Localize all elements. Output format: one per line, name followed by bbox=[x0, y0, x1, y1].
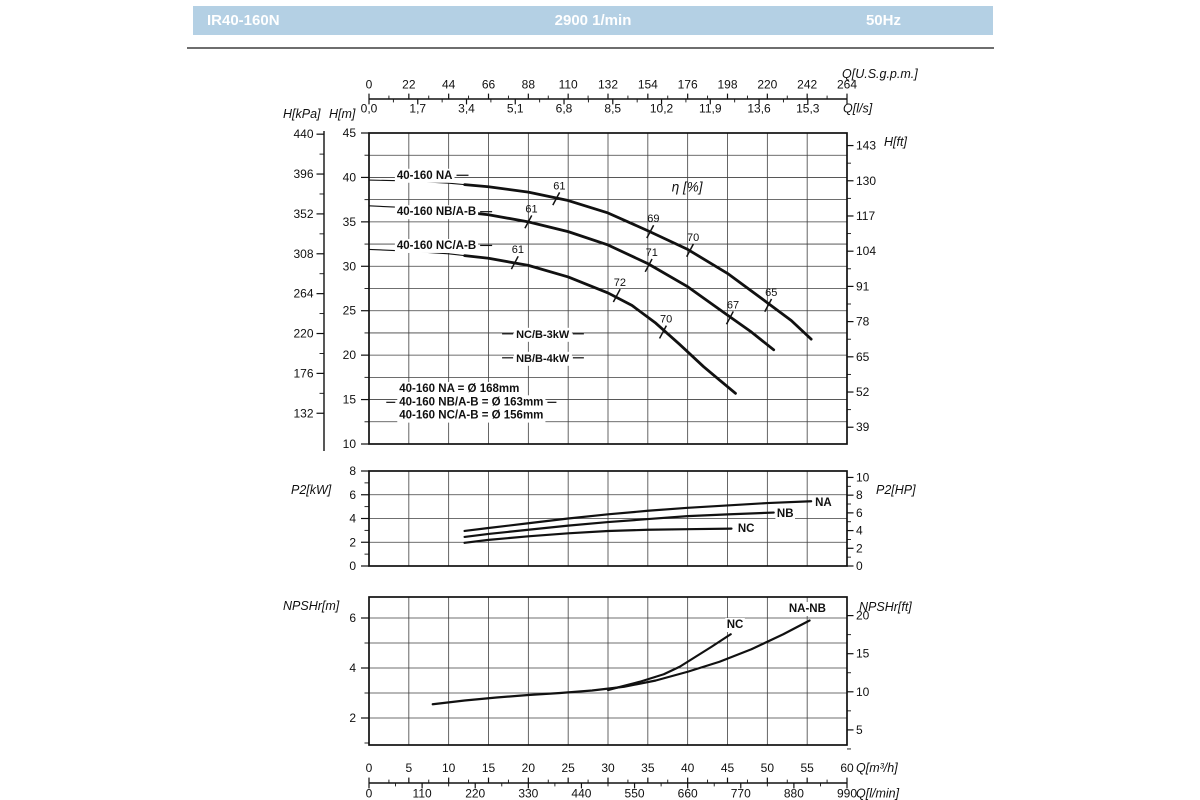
ls-tick-label: 11,9 bbox=[699, 101, 722, 116]
efficiency-value: 70 bbox=[687, 231, 700, 244]
npshr-chart bbox=[283, 597, 912, 749]
m3h-tick-label: 45 bbox=[720, 761, 735, 775]
p2hp-tick-label: 4 bbox=[856, 523, 863, 538]
gpm-tick-label: 264 bbox=[836, 77, 858, 92]
kpa-axis-title: H[kPa] bbox=[283, 107, 321, 121]
lmin-tick-label: 660 bbox=[677, 786, 698, 800]
ls-tick-label: 1,7 bbox=[409, 101, 427, 116]
hft-axis-title: H[ft] bbox=[884, 135, 907, 149]
gpm-tick-label: 242 bbox=[797, 77, 818, 92]
curve-label: 40-160 NA bbox=[396, 169, 453, 182]
p2kw-tick-label: 6 bbox=[349, 487, 356, 502]
npshm-tick-label: 2 bbox=[349, 711, 356, 725]
m3h-tick-label: 15 bbox=[481, 761, 496, 775]
efficiency-value: 65 bbox=[765, 286, 778, 299]
efficiency-value: 61 bbox=[553, 180, 566, 193]
top-flow-axis bbox=[361, 67, 919, 116]
p2kw-tick-label: 2 bbox=[349, 535, 356, 550]
efficiency-value: 70 bbox=[659, 313, 673, 326]
ls-tick-label: 5,1 bbox=[506, 101, 524, 116]
hft-tick-label: 130 bbox=[856, 173, 877, 188]
power-curve-label: NC bbox=[737, 523, 755, 535]
kpa-tick-label: 220 bbox=[293, 326, 314, 341]
m3h-tick-label: 10 bbox=[441, 761, 456, 775]
lmin-tick-label: 990 bbox=[836, 786, 858, 800]
power-curve-NA bbox=[465, 501, 812, 531]
hft-tick-label: 143 bbox=[856, 138, 877, 153]
npshft-tick-label: 15 bbox=[856, 646, 870, 661]
m3h-tick-label: 40 bbox=[680, 761, 695, 775]
lmin-tick-label: 770 bbox=[730, 786, 751, 800]
ls-tick-label: 8,5 bbox=[604, 101, 622, 116]
p2hp-tick-label: 8 bbox=[856, 488, 863, 503]
lmin-tick-label: 110 bbox=[412, 786, 432, 800]
npshft-axis-title: NPSHr[ft] bbox=[859, 600, 912, 614]
kpa-tick-label: 440 bbox=[293, 127, 314, 142]
m3h-tick-label: 5 bbox=[405, 761, 413, 775]
pump-speed: 2900 1/min bbox=[554, 12, 632, 29]
hm-tick-label: 15 bbox=[342, 392, 356, 407]
p2kw-tick-label: 8 bbox=[349, 464, 356, 478]
pump-model: IR40-160N bbox=[207, 12, 280, 29]
ls-tick-label: 13,6 bbox=[747, 101, 771, 116]
npshm-axis-title: NPSHr[m] bbox=[283, 599, 340, 613]
p2hp-tick-label: 10 bbox=[856, 470, 870, 485]
gpm-tick-label: 132 bbox=[597, 77, 619, 92]
m3h-axis-title: Q[m³/h] bbox=[856, 761, 898, 775]
gpm-tick-label: 44 bbox=[441, 77, 456, 92]
m3h-tick-label: 20 bbox=[521, 761, 536, 775]
efficiency-value: 69 bbox=[647, 213, 660, 226]
npshr-curve-NA-NB bbox=[433, 621, 810, 705]
npshr-curve-label: NC bbox=[726, 619, 744, 631]
ls-tick-label: 6,8 bbox=[555, 101, 573, 116]
hm-tick-label: 10 bbox=[342, 437, 356, 451]
hm-tick-label: 35 bbox=[342, 214, 356, 229]
hft-tick-label: 65 bbox=[856, 349, 870, 364]
hft-tick-label: 91 bbox=[856, 279, 870, 294]
lmin-tick-label: 880 bbox=[783, 786, 804, 800]
ls-tick-label: 3,4 bbox=[458, 101, 475, 116]
efficiency-value: 61 bbox=[525, 203, 538, 216]
curve-label: 40-160 NC/A-B bbox=[396, 239, 477, 252]
m3h-tick-label: 60 bbox=[840, 761, 854, 775]
m3h-tick-label: 50 bbox=[760, 761, 775, 775]
ls-tick-label: 10,2 bbox=[649, 101, 674, 116]
hft-tick-label: 39 bbox=[856, 420, 870, 435]
power-curve-label: NA bbox=[815, 496, 832, 509]
npshft-tick-label: 5 bbox=[856, 722, 863, 737]
hm-tick-label: 25 bbox=[342, 303, 356, 318]
lmin-axis-title: Q[l/min] bbox=[856, 786, 900, 800]
lmin-tick-label: 330 bbox=[518, 786, 539, 800]
gpm-tick-label: 154 bbox=[637, 77, 658, 92]
npshft-tick-label: 20 bbox=[856, 608, 870, 623]
impeller-legend-line: 40-160 NB/A-B = Ø 163mm bbox=[399, 396, 544, 409]
gpm-tick-label: 220 bbox=[757, 77, 778, 92]
p2kw-tick-label: 0 bbox=[349, 559, 356, 573]
hft-tick-label: 117 bbox=[856, 208, 876, 223]
lmin-tick-label: 550 bbox=[624, 786, 645, 800]
efficiency-value: 61 bbox=[511, 244, 525, 257]
gpm-tick-label: 88 bbox=[521, 77, 536, 92]
head-chart bbox=[343, 126, 908, 451]
npshft-tick-label: 10 bbox=[856, 684, 870, 699]
ls-tick-label: 15,3 bbox=[796, 101, 820, 116]
lmin-tick-label: 440 bbox=[571, 786, 592, 800]
hm-tick-label: 40 bbox=[342, 170, 356, 185]
hm-tick-label: 45 bbox=[342, 126, 356, 140]
kpa-tick-label: 132 bbox=[293, 406, 314, 421]
m3h-tick-label: 30 bbox=[601, 761, 615, 775]
curve-40-160 NC/A-B bbox=[465, 256, 736, 394]
gpm-tick-label: 110 bbox=[558, 77, 578, 92]
power-split-annotation: NC/B-3kW bbox=[516, 328, 570, 341]
kpa-tick-label: 264 bbox=[293, 286, 314, 301]
hm-tick-label: 20 bbox=[342, 348, 356, 363]
p2hp-tick-label: 6 bbox=[856, 505, 863, 520]
power-chart bbox=[291, 464, 916, 573]
curve-label: 40-160 NB/A-B bbox=[396, 206, 477, 219]
power-curve-NC bbox=[465, 529, 732, 543]
p2kw-tick-label: 4 bbox=[349, 511, 356, 526]
gpm-tick-label: 0 bbox=[365, 77, 373, 92]
kpa-tick-label: 176 bbox=[293, 366, 314, 381]
kpa-tick-label: 308 bbox=[293, 246, 314, 261]
p2hp-tick-label: 2 bbox=[856, 541, 863, 556]
p2hp-tick-label: 0 bbox=[856, 559, 863, 573]
kpa-tick-label: 396 bbox=[293, 167, 314, 182]
power-split-annotation: NB/B-4kW bbox=[516, 352, 570, 365]
gpm-tick-label: 198 bbox=[717, 77, 738, 92]
p2hp-axis-title: P2[HP] bbox=[876, 483, 916, 497]
m3h-tick-label: 55 bbox=[800, 761, 814, 775]
power-curve-label: NB bbox=[776, 508, 794, 521]
impeller-legend-line: 40-160 NA = Ø 168mm bbox=[399, 383, 520, 396]
m3h-tick-label: 35 bbox=[641, 761, 655, 775]
kpa-tick-label: 352 bbox=[293, 206, 314, 221]
efficiency-axis-label: η [%] bbox=[671, 179, 703, 195]
bottom-flow-axis bbox=[366, 761, 900, 800]
hm-tick-label: 30 bbox=[342, 259, 356, 274]
hft-tick-label: 78 bbox=[856, 314, 870, 329]
m3h-tick-label: 0 bbox=[365, 761, 373, 775]
hft-tick-label: 104 bbox=[856, 244, 877, 259]
efficiency-value: 67 bbox=[726, 299, 740, 312]
lmin-tick-label: 0 bbox=[365, 786, 373, 800]
gpm-tick-label: 22 bbox=[402, 77, 416, 92]
npshr-curve-label: NA-NB bbox=[788, 603, 826, 615]
npshm-tick-label: 6 bbox=[349, 611, 356, 625]
efficiency-value: 72 bbox=[613, 277, 627, 290]
ls-tick-label: 0,0 bbox=[360, 101, 378, 116]
ls-axis-title: Q[l/s] bbox=[843, 101, 873, 116]
m3h-tick-label: 25 bbox=[561, 761, 575, 775]
efficiency-value: 71 bbox=[645, 246, 658, 259]
lmin-tick-label: 220 bbox=[465, 786, 486, 800]
gpm-tick-label: 176 bbox=[677, 77, 698, 92]
npshm-tick-label: 4 bbox=[349, 661, 356, 675]
p2kw-axis-title: P2[kW] bbox=[291, 483, 332, 497]
hm-axis-title: H[m] bbox=[329, 107, 356, 121]
pump-frequency: 50Hz bbox=[865, 12, 901, 29]
impeller-legend-line: 40-160 NC/A-B = Ø 156mm bbox=[399, 409, 544, 422]
gpm-axis-title: Q[U.S.g.p.m.] bbox=[842, 67, 918, 81]
gpm-tick-label: 66 bbox=[481, 77, 496, 92]
hft-tick-label: 52 bbox=[856, 385, 870, 400]
